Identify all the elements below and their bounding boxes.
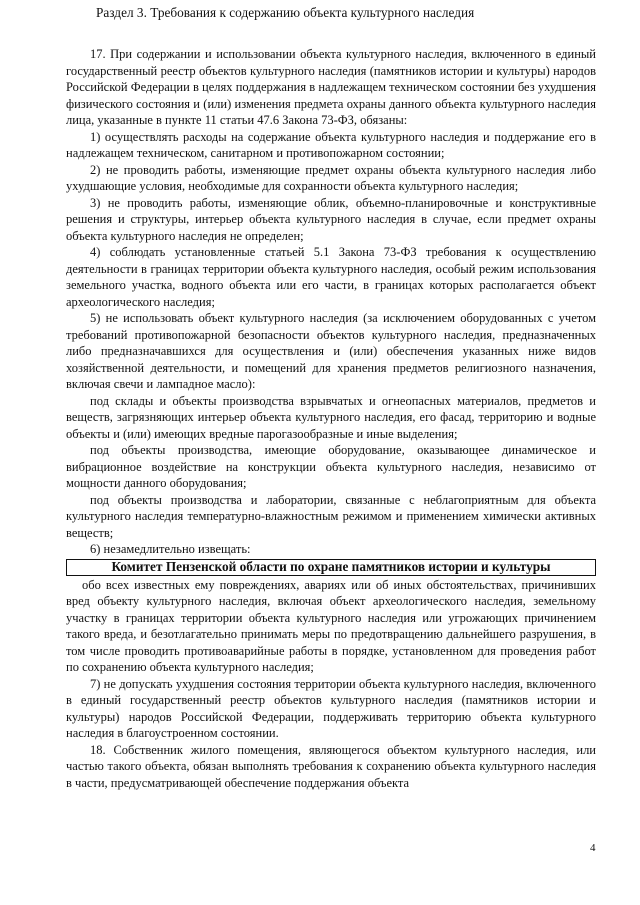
paragraph-17-2: 2) не проводить работы, изменяющие предмет охраны объекта культурного наследия либо ухудшающие условия, необходимые для сохранности объекта культурного наследия; xyxy=(66,162,596,193)
authority-name-box: Комитет Пензенской области по охране памятников истории и культуры xyxy=(66,559,596,576)
paragraph-17-5: 5) не использовать объект культурного наследия (за исключением оборудованных с учетом требований противопожарной безопасности объектов культурного наследия, предназначенных либо предназначавшихся для осуществления и (или) обеспечения указанных ниже видов хозяйственной деятельности, и помещений для хранения предметов религиозного назначения, включая свечи и лампадное масло): xyxy=(66,311,596,391)
paragraph-17-6-continuation: обо всех известных ему повреждениях, авариях или об иных обстоятельствах, причинивших вред объекту культурного наследия, включая объект археологического наследия, земельному участку в границах территории объекта культурного наследия или угрожающих причинением такого вреда, и безотлагательно принимать меры по предотвращению дальнейшего разрушения, в том числе проводить противоаварийные работы в порядке, установленном для проведения работ по сохранению объекта культурного наследия; xyxy=(66,577,596,674)
paragraph-17-5-laboratories: под объекты производства и лаборатории, связанные с неблагоприятным для объекта культурного наследия температурно-влажностным режимом и применением химически активных веществ; xyxy=(66,492,596,540)
paragraph-17-5-vibration: под объекты производства, имеющие оборудование, оказывающее динамическое и вибрационное воздействие на конструкции объекта культурного наследия, независимо от мощности данного оборудования; xyxy=(66,443,596,490)
paragraph-17-1: 1) осуществлять расходы на содержание объекта культурного наследия и поддержание его в надлежащем техническом, санитарном и противопожарном состоянии; xyxy=(66,129,596,160)
section-heading: Раздел 3. Требования к содержанию объекта культурного наследия xyxy=(96,5,475,20)
paragraph-17-5-warehouses: под склады и объекты производства взрывчатых и огнеопасных материалов, предметов и веществ, загрязняющих интерьер объекта культурного наследия, его фасад, территорию и водные объекты и (или) имеющих вредные парогазообразные и иные выделения; xyxy=(66,393,596,441)
paragraph-17-3: 3) не проводить работы, изменяющие облик, объемно-планировочные и конструктивные решения и структуры, интерьер объекта культурного наследия в случае, если предмет охраны объекта культурного наследия не определен; xyxy=(66,195,596,243)
document-body xyxy=(66,46,596,791)
paragraph-18: 18. Собственник жилого помещения, являющегося объектом культурного наследия, или частью такого объекта, обязан выполнять требования к сохранению объекта культурного наследия в части, предусматривающей обеспечение поддержания объекта xyxy=(66,742,596,790)
paragraph-17-6: 6) незамедлительно извещать: xyxy=(90,542,251,556)
paragraph-17-7: 7) не допускать ухудшения состояния территории объекта культурного наследия, включенного в единый государственный реестр объектов культурного наследия (памятников истории и культуры) народов Российской Федерации, поддерживать территорию объекта культурного наследия в благоустроенном состоянии. xyxy=(66,676,596,740)
paragraph-17-4: 4) соблюдать установленные статьей 5.1 Закона 73-ФЗ требования к осуществлению деятельности в границах территории объекта культурного наследия, особый режим использования земельного участка, водного объекта или его части, в границах которых располагается объект археологического наследия; xyxy=(66,245,596,309)
page-number: 4 xyxy=(590,842,596,854)
paragraph-17: 17. При содержании и использовании объекта культурного наследия, включенного в единый государственный реестр объектов культурного наследия (памятников истории и культуры) народов Российской Федерации в целях поддержания в надлежащем техническом состоянии без ухудшения физического состояния и (или) изменения предмета охраны данного объекта культурного наследия лица, указанные в пункте 11 статьи 47.6 Закона 73-ФЗ, обязаны: xyxy=(66,47,596,127)
